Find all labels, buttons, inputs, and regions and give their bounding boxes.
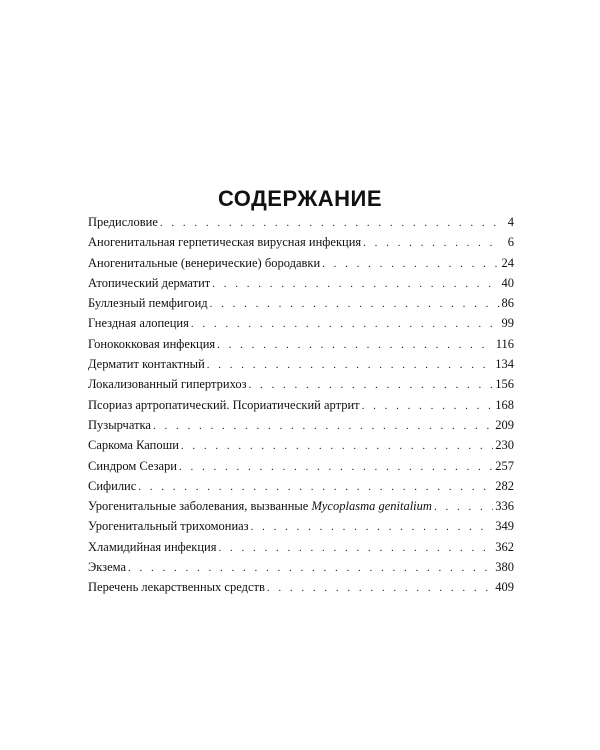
toc-entry-page: 4 [507, 215, 514, 229]
toc-entry-title: Буллезный пемфигоид [88, 296, 208, 311]
dot-leader [322, 254, 499, 274]
toc-entry[interactable] [88, 516, 514, 536]
dot-leader [210, 294, 500, 314]
toc-entry[interactable] [88, 212, 514, 232]
dot-leader [153, 416, 493, 436]
toc-entry-page: 99 [501, 316, 514, 331]
toc-entry[interactable] [88, 557, 514, 577]
dot-leader [179, 457, 493, 477]
toc-entry-title: Атопический дерматит [88, 275, 211, 290]
toc-entry-page: 24 [501, 255, 514, 270]
toc-entry-page: 209 [495, 417, 514, 432]
toc-entry[interactable] [88, 435, 514, 455]
dot-leader [363, 233, 502, 253]
toc-entry[interactable] [88, 313, 514, 333]
toc-entry[interactable] [88, 253, 514, 273]
toc-entry-page: 168 [495, 397, 514, 412]
toc-entry-page: 6 [507, 235, 514, 250]
toc-entry-page: 156 [495, 377, 514, 392]
toc-entry-page: 134 [495, 357, 514, 372]
toc-entry-title [88, 496, 432, 516]
dot-leader [160, 213, 502, 233]
toc-entry-page: 349 [495, 519, 514, 534]
dot-leader [217, 335, 494, 355]
toc-entry[interactable] [88, 456, 514, 476]
table-of-contents [88, 212, 514, 598]
dot-leader [249, 375, 494, 395]
toc-entry-page: 116 [495, 336, 514, 351]
toc-entry-title: Экзема [88, 560, 127, 575]
toc-entry[interactable] [88, 476, 514, 496]
toc-entry-page: 86 [501, 296, 514, 311]
toc-entry-title-italic: Mycoplasma genitalium [311, 499, 432, 514]
toc-entry-page: 230 [495, 438, 514, 453]
toc-entry-title: Дерматит контактный [88, 357, 205, 372]
toc-entry-page: 380 [495, 560, 514, 575]
toc-entry-title: Синдром Сезари [88, 458, 177, 473]
toc-entry-title: Гнездная алопеция [88, 316, 189, 331]
toc-entry-title: Предисловие [88, 215, 158, 229]
toc-entry-page: 282 [495, 478, 514, 493]
toc-entry-title: Локализованный гипертрихоз [88, 377, 247, 392]
dot-leader [207, 355, 493, 375]
toc-entry-title: Аногенитальная герпетическая вирусная инфекция [88, 235, 362, 250]
dot-leader [181, 436, 493, 456]
toc-entry[interactable] [88, 415, 514, 435]
toc-entry-page: 362 [495, 539, 514, 554]
dot-leader [128, 558, 493, 578]
toc-entry[interactable] [88, 496, 514, 516]
toc-entry-title: Псориаз артропатический. Псориатический артрит [88, 397, 360, 412]
dot-leader [212, 274, 499, 294]
dot-leader [219, 538, 494, 558]
toc-entry[interactable] [88, 577, 514, 597]
toc-entry-title: Пузырчатка [88, 417, 151, 432]
dot-leader [267, 578, 493, 598]
toc-entry[interactable] [88, 232, 514, 252]
toc-entry-page: 257 [495, 458, 514, 473]
toc-entry-title: Перечень лекарственных средств [88, 580, 265, 595]
dot-leader [191, 314, 500, 334]
dot-leader [251, 517, 494, 537]
toc-entry[interactable] [88, 334, 514, 354]
toc-entry-title: Сифилис [88, 478, 137, 493]
toc-entry[interactable] [88, 537, 514, 557]
page-title: СОДЕРЖАНИЕ [217, 185, 383, 211]
dot-leader [362, 396, 494, 416]
toc-entry[interactable] [88, 395, 514, 415]
toc-entry[interactable] [88, 293, 514, 313]
toc-entry-title: Хламидийная инфекция [88, 539, 217, 554]
toc-entry-page: 40 [501, 275, 514, 290]
toc-entry-title: Саркома Капоши [88, 438, 179, 453]
toc-entry[interactable] [88, 374, 514, 394]
dot-leader [434, 497, 493, 517]
toc-entry[interactable] [88, 273, 514, 293]
dot-leader [138, 477, 493, 497]
toc-entry-page: 336 [495, 499, 514, 514]
toc-entry-page: 409 [495, 580, 514, 595]
toc-entry-title: Гонококковая инфекция [88, 336, 216, 351]
toc-entry-title: Урогенитальный трихомониаз [88, 519, 249, 534]
toc-entry-title: Аногенитальные (венерические) бородавки [88, 255, 321, 270]
toc-entry-title-text: Урогенитальные заболевания, вызванные [88, 499, 309, 514]
toc-entry[interactable] [88, 354, 514, 374]
